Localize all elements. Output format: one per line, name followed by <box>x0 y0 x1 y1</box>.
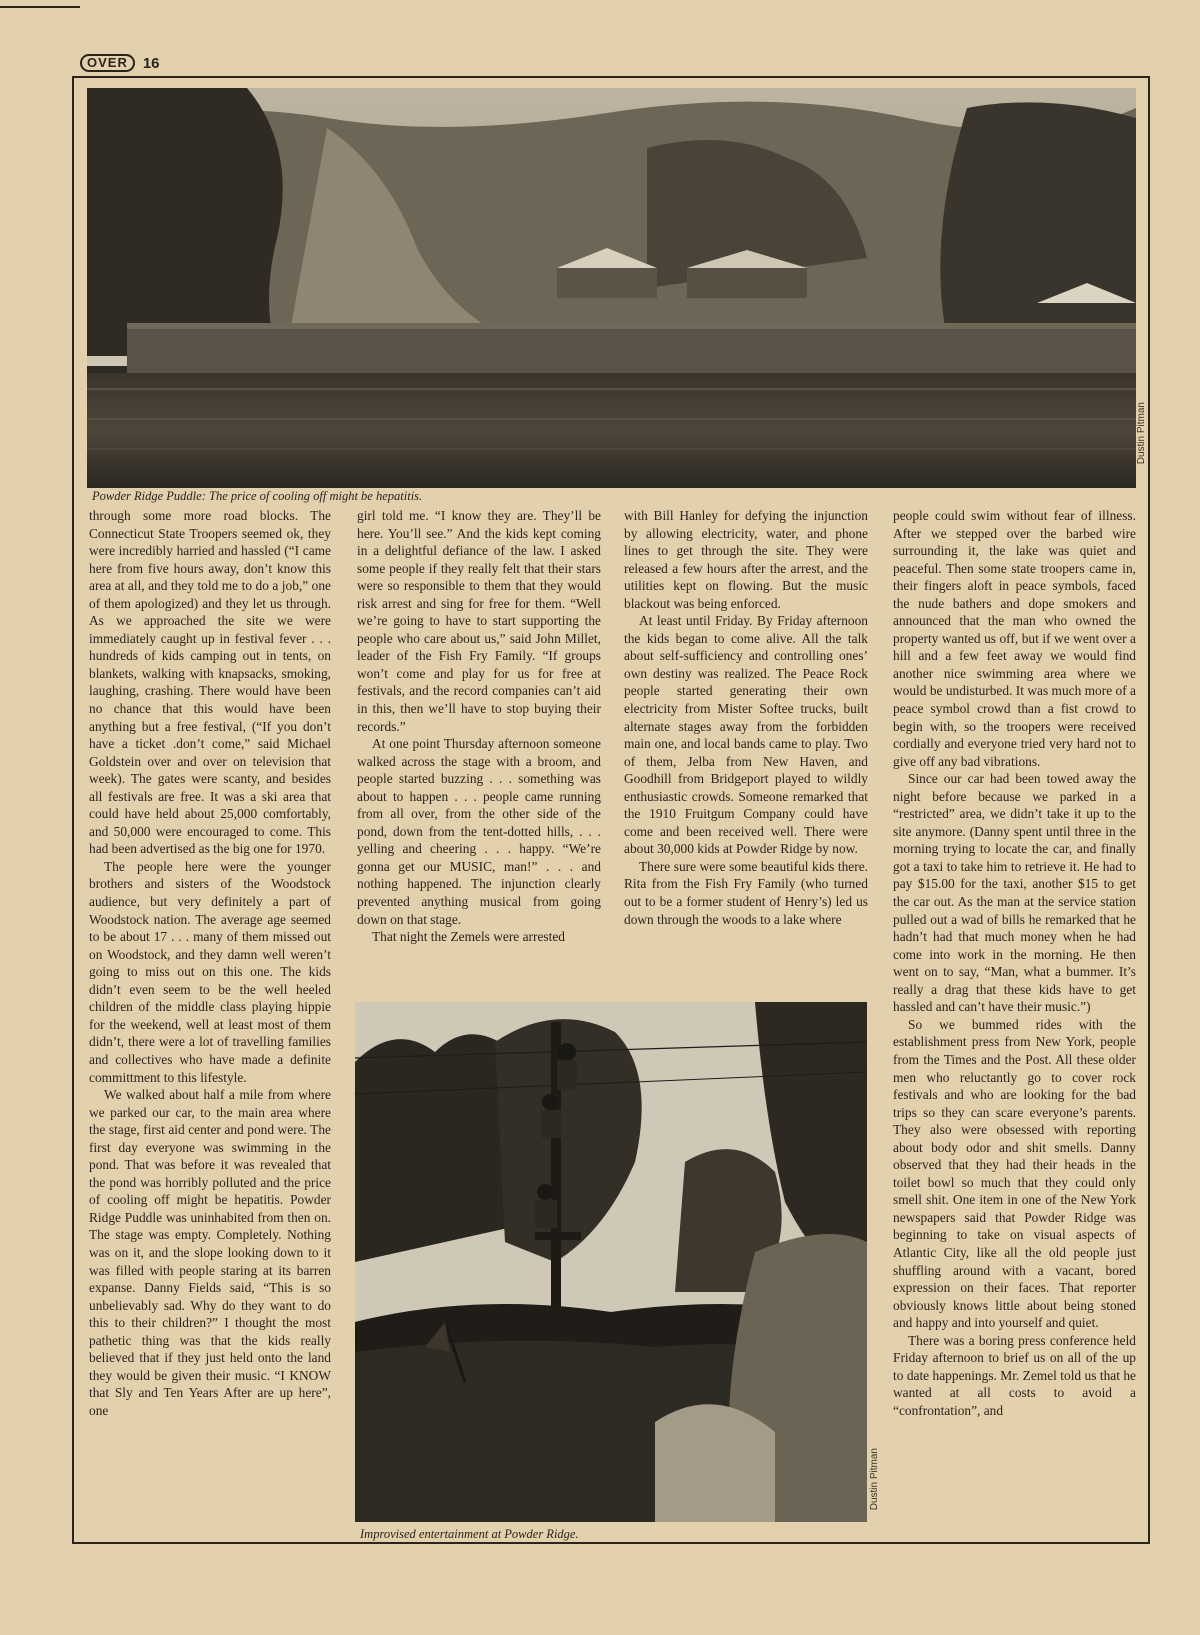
photo-caption-top: Powder Ridge Puddle: The price of cooling off might be hepatitis. <box>92 489 423 503</box>
publication-logo: OVER <box>80 54 135 72</box>
lake-photo <box>87 88 1136 488</box>
crowd-photo-image <box>355 1002 867 1522</box>
paragraph: We walked about half a mile from where we parked our car, to the main area where the stage, first aid center and pond were. The first day everyone was swimming in the pond. That was before it was revealed that the pond was horribly polluted and the price of cooling off might be hepatitis. Powder Ridge Puddle was uninhabited from then on. The stage was empty. Completely. Nothing was on it, and the slope looking down to it was filled with people staring at its barren expanse. Danny Fields said, “This is so unbelievably sad. Why do they want to do this to their children?” I thought the most pathetic thing was that the kids really believed that if they just held onto the land they would be given their music. “I KNOW that Sly and Ten Years After are up here”, one <box>89 1087 331 1418</box>
paragraph: through some more road blocks. The Connecticut State Troopers seemed ok, they were incredibly harried and hassled (“I came here from five hours away, don’t know this area at all, and they told me to do a job,” one of them apologized) and they let us through. As we approached the site we were immediately caught up in festival fever . . . hundreds of kids camping out in tents, on blankets, walking with knapsacks, smoking, laughing, crashing. There would have been no chance that this would have been anything but a free festival, (“If you don’t have a ticket .don’t come,” said Michael Goldstein over and over on television that week). The gates were scanty, and besides all festivals are free. It was a ski area that could have held about 25,000 comfortably, and 50,000 were encouraged to come. This had been advertised as the big one for 1970. <box>89 508 331 857</box>
paragraph: Since our car had been towed away the night before because we parked in a “restricted” area, we didn’t take it up to the site anymore. (Danny spent until three in the morning trying to locate the car, and finally got a taxi to take him to retrieve it. He had to pay $15.00 for the taxi, another $15 to get the car out. As the man at the service station pulled out a wad of bills he remarked that he hadn’t had that much money when he had come into work in the morning. He then went on to say, “Man, what a bummer. It’s really a drag that these kids have to get hassled and can’t have their music.”) <box>893 771 1136 1015</box>
paragraph: There was a boring press conference held Friday afternoon to brief us on all of the up to date happenings. Mr. Zemel told us that he wanted at all costs to avoid a “confrontation”, and <box>893 1332 1136 1418</box>
paragraph: The people here were the younger brothers and sisters of the Woodstock audience, but very definitely a part of Woodstock nation. The average age seemed to be about 17 . . . many of them missed out on Woodstock, and they damn well weren’t going to miss out on this one. The kids didn’t even seem to be the well heeled children of the middle class playing hippie for the weekend, well at least most of them didn’t, there were a lot of travelling families and collectives who have made a definite committment to this lifestyle. <box>89 858 331 1085</box>
article-column-4 <box>893 507 1136 1537</box>
paragraph: people could swim without fear of illness. After we stepped over the barbed wire surrounding it, the lake was quiet and peaceful. Then some state troopers came in, their fingers aloft in peace symbols, faced the nude bathers and dope smokers and announced that the man who owned the property wanted us off, but if we went over a hill and a few feet away we would find another nice swimming area where we would be undisturbed. It was much more of a peace symbol crowd than a fist crowd to begin with, so the troopers were received cordially and everyone tried very hard not to give off any bad vibrations. <box>893 508 1136 769</box>
paragraph: with Bill Hanley for defying the injunction by allowing electricity, water, and phone lines to get through the site. They were released a few hours after the arrest, and the utilities kept on flowing. But the music blackout was being enforced. <box>624 508 868 611</box>
paragraph: At one point Thursday afternoon someone walked across the stage with a broom, and people started buzzing . . . something was about to happen . . . people came running from all over, from the other side of the pond, down from the tent-dotted hills, . . . yelling and cheering . . . happy. “We’re gonna get our MUSIC, man!” . . . and nothing happened. The injunction clearly prevented anything musical from going down on that stage. <box>357 736 601 927</box>
article-column-3 <box>624 507 868 997</box>
paragraph: At least until Friday. By Friday afternoon the kids began to come alive. All the talk about self-sufficiency and controlling ones’ own destiny was realized. The Peace Rock people started generating their own electricity from Mister Softee trucks, built alternate stages away from the forbidden main one, and local bands came to play. Two of them, Jelba from New Haven, and Goodhill from Bridgeport played to wildly enthusiastic crowds. Someone remarked that the 1910 Fruitgum Company could have come and been received well. There were about 30,000 kids at Powder Ridge by now. <box>624 613 868 857</box>
crowd-photo <box>355 1002 867 1522</box>
article-column-1 <box>89 507 331 1537</box>
paragraph: So we bummed rides with the establishment press from New York, people from the Times and the Post. All these older men who reluctantly go to cover rock festivals and who are looking for the bad trips so they can scare everyone’s parents. They also were obsessed with reporting about body odor and shit smells. Danny observed that they had their heads in the toilet bowl so much that they could only smell shit. One item in one of the New York newspapers said that Powder Ridge was beginning to take on visual aspects of Atlantic City, like all the old people just shuffling around with a vacant, bored expression on their faces. That reporter obviously knows little about being stoned and happy and into yourself and quiet. <box>893 1016 1136 1331</box>
photo-credit-top: Dustin Pitman <box>1136 402 1147 465</box>
paragraph: There sure were some beautiful kids there. Rita from the Fish Fry Family (who turned out to be a former student of Henry’s) led us down through the woods to a lake where <box>624 858 868 927</box>
photo-credit-bottom: Dustin Pitman <box>869 1448 880 1511</box>
top-rule <box>0 6 80 8</box>
photo-caption-bottom: Improvised entertainment at Powder Ridge. <box>360 1527 579 1541</box>
paragraph: girl told me. “I know they are. They’ll be here. You’ll see.” And the kids kept coming in a delightful defiance of the law. I asked some people if they really felt that their stars were so responsible to them that they would risk arrest and sing for free for them. “Well we’re going to have to start supporting the people who care about us,” said John Millet, leader of the Fish Fry Family. “If groups won’t come and play for us for free at festivals, and the record companies can’t aid in this, then we’ll have to stop buying their records.” <box>357 508 601 734</box>
masthead <box>80 54 160 72</box>
lake-photo-image <box>87 88 1136 488</box>
paragraph: That night the Zemels were arrested <box>372 929 565 945</box>
page-number: 16 <box>142 54 160 72</box>
article-column-2 <box>357 507 601 997</box>
